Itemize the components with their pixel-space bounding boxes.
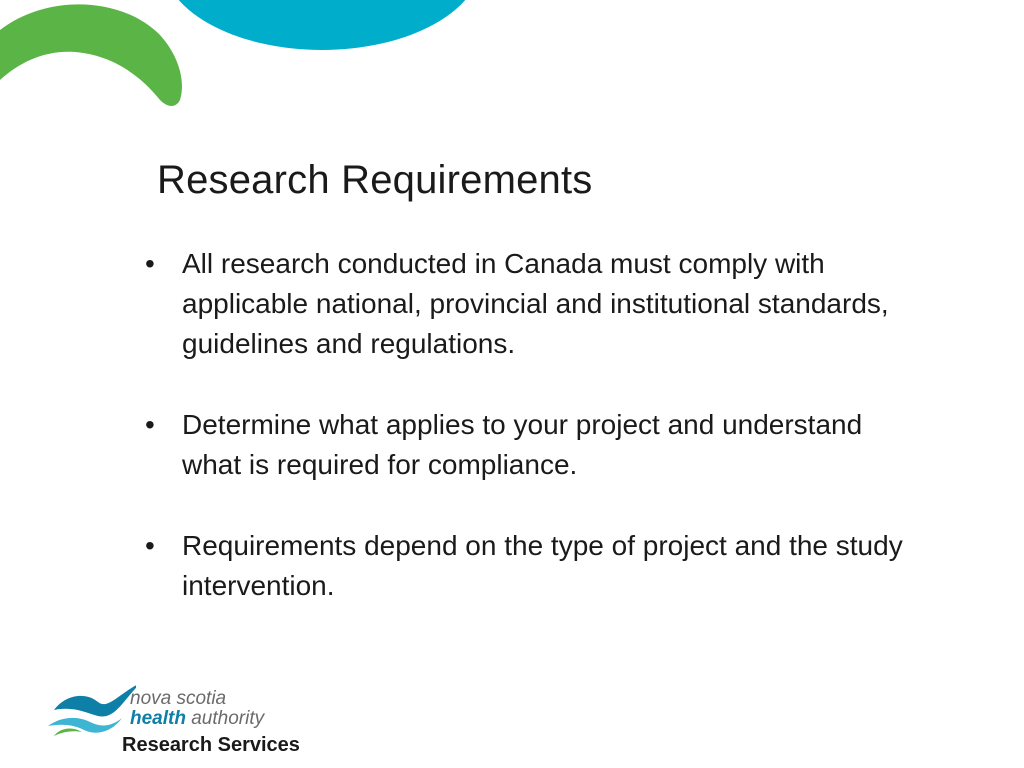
- logo-text-health: health: [130, 708, 186, 729]
- bullet-icon: •: [145, 409, 155, 440]
- bullet-list: [145, 244, 925, 647]
- wave-icon: [46, 676, 136, 738]
- nsha-logo: [46, 676, 306, 762]
- bullet-item: [145, 526, 925, 606]
- logo-text-research-services: Research Services: [122, 734, 300, 756]
- green-swoosh-shape: [0, 4, 182, 106]
- logo-text-authority: authority: [185, 708, 265, 729]
- bullet-text: Determine what applies to your project and understand what is required for compliance.: [182, 409, 863, 480]
- logo-text-nova-scotia: nova scotia: [130, 688, 227, 709]
- decor-shapes: [0, 0, 480, 120]
- bullet-icon: •: [145, 248, 155, 279]
- teal-arc-shape: [162, 0, 480, 50]
- bullet-text: Requirements depend on the type of project and the study intervention.: [182, 530, 903, 601]
- logo-text-health-authority: [130, 709, 264, 729]
- slide-title: Research Requirements: [157, 158, 593, 202]
- bullet-item: [145, 405, 925, 485]
- bullet-item: [145, 244, 925, 364]
- bullet-text: All research conducted in Canada must comply with applicable national, provincial and institutional standards, guidelines and regulations.: [182, 248, 889, 359]
- bullet-icon: •: [145, 530, 155, 561]
